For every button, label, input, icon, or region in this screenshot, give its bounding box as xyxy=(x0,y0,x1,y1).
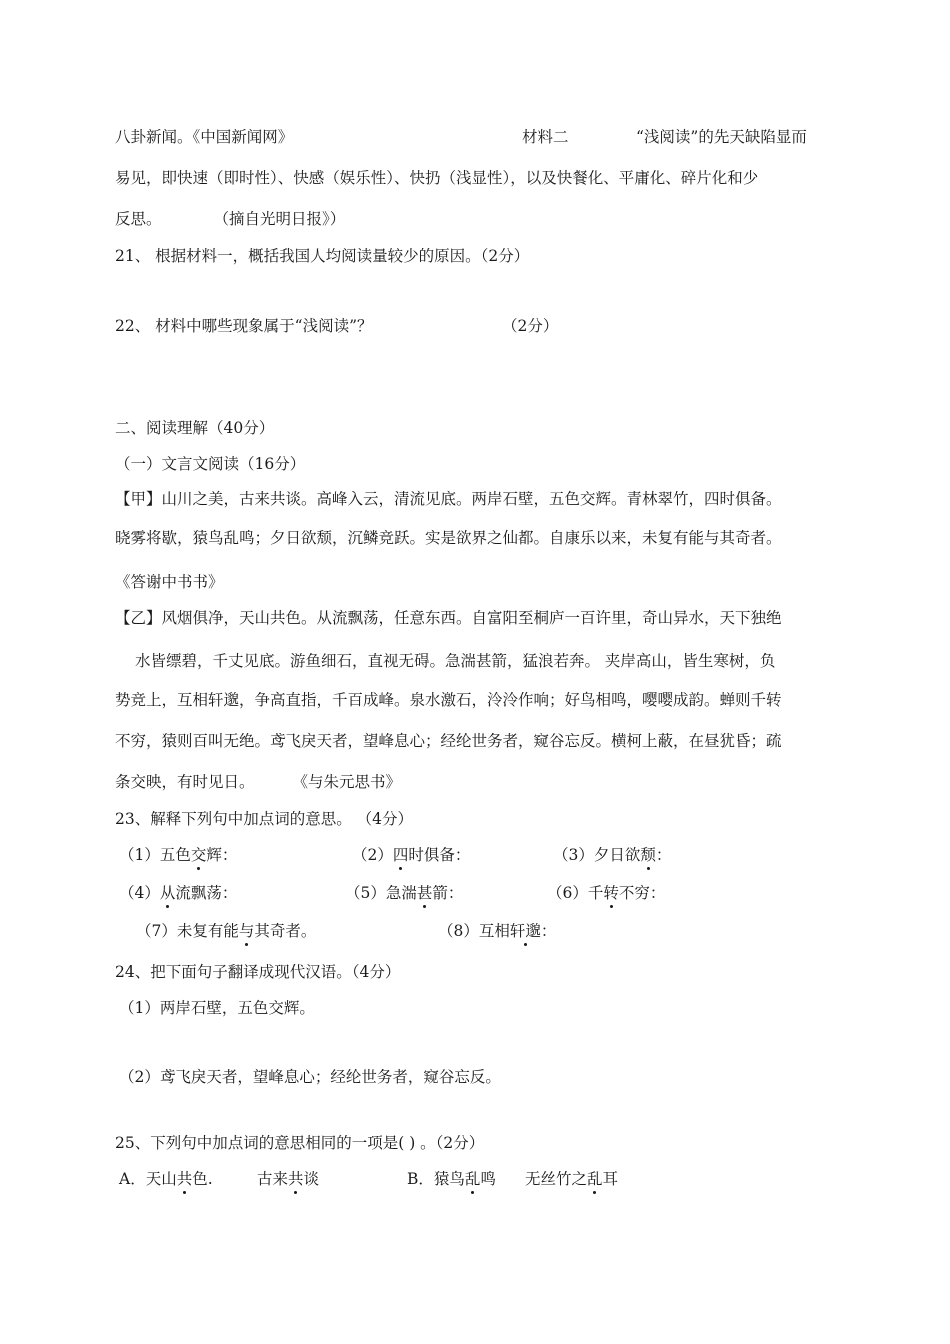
passage-text: 水皆缥碧，千丈见底。游鱼细石，直视无碍。急湍甚箭，猛浪若奔。 夹岸高山，皆生寒树，负 xyxy=(135,652,776,670)
dotted-word: 与 xyxy=(238,922,255,940)
item-text: ： xyxy=(655,846,672,864)
item-text: ： xyxy=(540,922,557,940)
passage-jia-line xyxy=(115,528,782,548)
q23-item xyxy=(345,883,463,903)
passage-yi-line xyxy=(115,731,782,751)
subsection-title xyxy=(115,454,305,474)
question-23 xyxy=(115,809,413,829)
passage-text: 条交映，有时见日。 xyxy=(115,773,255,791)
q23-item xyxy=(547,883,665,903)
option-text: 古来 xyxy=(257,1170,289,1188)
item-text: （4） xyxy=(119,884,160,902)
item-text: 辉： xyxy=(206,846,238,864)
q23-item xyxy=(119,845,237,865)
q24-sentence xyxy=(119,998,315,1018)
passage-yi-line xyxy=(115,690,782,710)
question-text: 23、解释下列句中加点词的意思。 （4分） xyxy=(115,810,414,828)
dotted-word: 共 xyxy=(176,1170,193,1188)
option-text: 色. xyxy=(192,1170,213,1188)
option-a-pair xyxy=(257,1169,319,1189)
sentence-text: （1）两岸石壁，五色交辉。 xyxy=(119,999,315,1017)
item-text: 时俱备： xyxy=(408,846,471,864)
q23-item xyxy=(438,921,556,941)
material-label xyxy=(522,127,569,147)
option-text: 鸣 xyxy=(480,1170,496,1188)
item-text: （7）未复有能 xyxy=(136,922,239,940)
question-25 xyxy=(115,1133,484,1153)
item-text: 流飘荡： xyxy=(175,884,238,902)
passage-text: 【甲】山川之美，古来共谈。高峰入云，清流见底。两岸石壁，五色交辉。青林翠竹，四时俱备。 xyxy=(115,490,782,508)
material-text xyxy=(636,127,807,147)
passage-yi-line xyxy=(115,608,782,628)
item-text: 不穷： xyxy=(618,884,666,902)
question-22 xyxy=(115,316,373,336)
q23-item xyxy=(119,883,237,903)
option-text: A．天山 xyxy=(119,1170,177,1188)
dotted-word: 轩邈 xyxy=(509,922,541,940)
passage-jia-source xyxy=(115,572,224,592)
item-text: （2） xyxy=(352,846,393,864)
section-title xyxy=(115,418,274,438)
q24-sentence xyxy=(119,1067,501,1087)
material-two-label: 材料二 xyxy=(522,128,569,146)
question-text: 22、 材料中哪些现象属于“浅阅读”？ xyxy=(115,317,373,335)
q23-item xyxy=(553,845,671,865)
option-text: 无丝竹之 xyxy=(525,1170,588,1188)
passage-jia-line xyxy=(115,489,782,509)
option-b xyxy=(407,1169,496,1189)
dotted-word: 乱 xyxy=(464,1170,481,1188)
passage-yi-line xyxy=(135,651,775,671)
item-text: （8）互相 xyxy=(438,922,510,940)
question-text: 21、 根据材料一，概括我国人均阅读量较少的原因。（2分） xyxy=(115,247,530,265)
material-two-text: “浅阅读”的先天缺陷显而 xyxy=(636,128,807,146)
item-text: 其奇者。 xyxy=(254,922,317,940)
dotted-word: 转 xyxy=(603,884,619,902)
question-21 xyxy=(115,246,529,266)
option-text: 耳 xyxy=(602,1170,619,1188)
option-a xyxy=(119,1169,213,1189)
material-line xyxy=(115,127,293,147)
item-text: （5）急湍 xyxy=(345,884,417,902)
sentence-text: （2）鸢飞戾天者，望峰息心；经纶世务者，窥谷忘反。 xyxy=(119,1068,501,1086)
material-line xyxy=(115,168,758,188)
q23-item xyxy=(352,845,470,865)
option-text: B．猿鸟 xyxy=(407,1170,465,1188)
passage-text: 势竞上，互相轩邈，争高直指，千百成峰。泉水激石，泠泠作响；好鸟相鸣，嘤嘤成韵。蝉则千转 xyxy=(115,691,782,709)
question-22-score xyxy=(502,316,558,336)
dotted-word: 共 xyxy=(288,1170,304,1188)
item-text: 箭： xyxy=(432,884,464,902)
dotted-word: 甚 xyxy=(416,884,433,902)
source-citation: （摘自光明日报》） xyxy=(213,210,346,228)
q23-item xyxy=(136,921,316,941)
dotted-word: 颓 xyxy=(640,846,656,864)
option-b-pair xyxy=(525,1169,618,1189)
question-text: 25、下列句中加点词的意思相同的一项是( ) 。（2分） xyxy=(115,1134,485,1152)
dotted-word: 四 xyxy=(392,846,409,864)
material-two-text-end: 反思。 xyxy=(115,210,162,228)
passage-text: 【乙】风烟俱净，天山共色。从流飘荡，任意东西。自富阳至桐庐一百许里，奇山异水，天下独绝 xyxy=(115,609,782,627)
item-text: （6）千 xyxy=(547,884,604,902)
subsection-heading: （一）文言文阅读（16分） xyxy=(115,455,306,473)
material-two-text-cont: 易见，即快速（即时性）、快感（娱乐性）、快扔（浅显性），以及快餐化、平庸化、碎片化和少 xyxy=(115,169,759,187)
dotted-word: 乱 xyxy=(587,1170,603,1188)
item-text: （3）夕日欲 xyxy=(553,846,641,864)
dotted-word: 从 xyxy=(159,884,176,902)
question-text: 24、把下面句子翻译成现代汉语。（4分） xyxy=(115,963,401,981)
dotted-word: 交 xyxy=(190,846,207,864)
passage-text: 不穷，猿则百叫无绝。鸢飞戾天者，望峰息心；经纶世务者，窥谷忘反。横柯上蔽，在昼犹昏；疏 xyxy=(115,732,782,750)
section-heading: 二、阅读理解（40分） xyxy=(115,419,275,437)
item-text: （1）五色 xyxy=(119,846,191,864)
passage-text: 晓雾将歇，猿鸟乱鸣；夕日欲颓，沉鳞竞跃。实是欲界之仙都。自康乐以来，未复有能与其奇者。 xyxy=(115,529,782,547)
passage-yi-line xyxy=(115,772,401,792)
passage-source: 《与朱元思书》 xyxy=(292,773,402,791)
question-24 xyxy=(115,962,400,982)
material-line xyxy=(115,209,345,229)
source-citation: 八卦新闻。《中国新闻网》 xyxy=(115,128,294,146)
passage-source: 《答谢中书书》 xyxy=(115,573,224,591)
score: （2分） xyxy=(502,317,559,335)
option-text: 谈 xyxy=(303,1170,320,1188)
